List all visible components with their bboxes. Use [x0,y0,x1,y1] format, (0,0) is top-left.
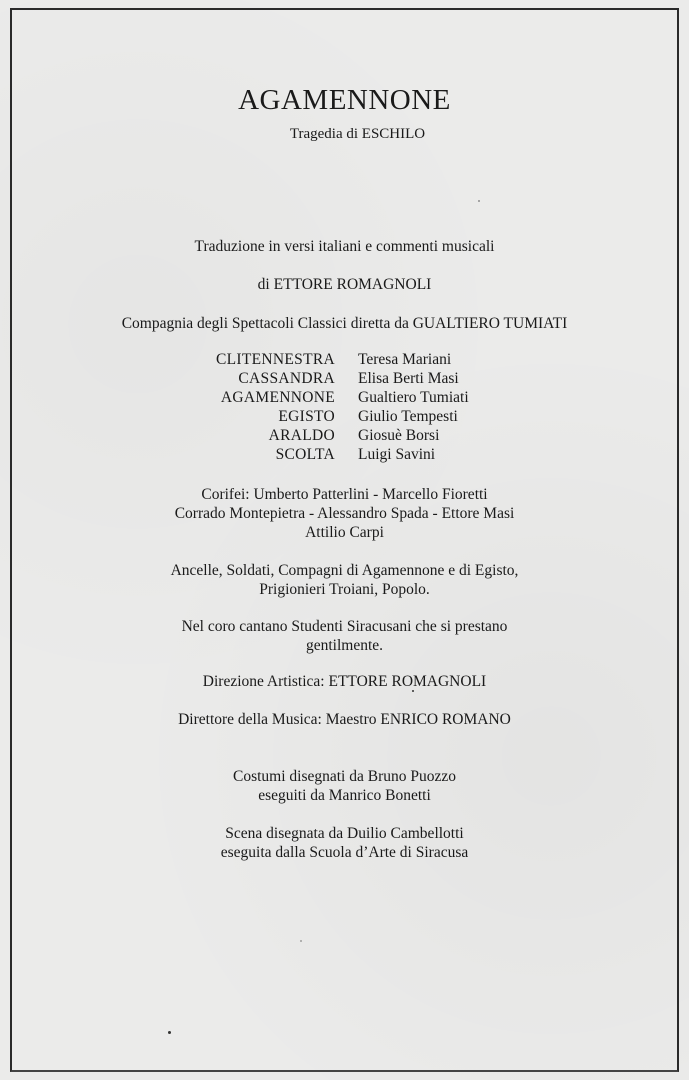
music-direction: Direttore della Musica: Maestro ENRICO ROMANO [178,711,511,728]
scenery-line-1: Scena disegnata da Duilio Cambellotti [225,825,464,842]
paper-speck [478,200,480,202]
cast-role: ARALDO [268,427,335,444]
cast-actor: Luigi Savini [358,446,436,463]
company-credit: Compagnia degli Spettacoli Classici diretta da GUALTIERO TUMIATI [121,315,568,332]
chorus-line-1: Nel coro cantano Studenti Siracusani che si prestano [181,618,508,635]
costumes-line-2: eseguiti da Manrico Bonetti [258,787,431,804]
cast-actor: Giulio Tempesti [358,408,458,425]
cast-actor: Gualtiero Tumiati [358,389,469,406]
paper-speck [300,940,302,942]
corifei-line-3: Attilio Carpi [305,524,384,541]
paper-speck [168,1031,171,1034]
chorus-line-2: gentilmente. [305,637,384,654]
artistic-direction: Direzione Artistica: ETTORE ROMAGNOLI [202,673,487,690]
corifei-line-1: Corifei: Umberto Patterlini - Marcello Fioretti [201,486,488,503]
cast-row [0,369,689,388]
extras-line-1: Ancelle, Soldati, Compagni di Agamennone e di Egisto, [170,562,519,579]
costumes-line-1: Costumi disegnati da Bruno Puozzo [232,768,456,785]
cast-role: AGAMENNONE [220,389,335,406]
cast-actor: Elisa Berti Masi [358,370,459,387]
cast-row [0,407,689,426]
scenery-line-2: eseguita dalla Scuola d’Arte di Siracusa [220,844,469,861]
extras-line-2: Prigionieri Troiani, Popolo. [259,581,430,598]
cast-row [0,350,689,369]
cast-row [0,426,689,445]
cast-actor: Teresa Mariani [358,351,452,368]
play-subtitle: Tragedia di ESCHILO [289,126,426,142]
translation-credit: Traduzione in versi italiani e commenti musicali [194,238,495,255]
cast-role: CASSANDRA [238,370,335,387]
translator-credit: di ETTORE ROMAGNOLI [257,276,432,293]
cast-row [0,445,689,464]
cast-role: SCOLTA [275,446,335,463]
cast-row [0,388,689,407]
cast-actor: Giosuè Borsi [358,427,440,444]
cast-role: EGISTO [278,408,335,425]
cast-role: CLITENNESTRA [216,351,335,368]
corifei-line-2: Corrado Montepietra - Alessandro Spada - Ettore Masi [174,505,515,522]
paper-speck [412,690,414,692]
play-title: AGAMENNONE [238,84,451,116]
